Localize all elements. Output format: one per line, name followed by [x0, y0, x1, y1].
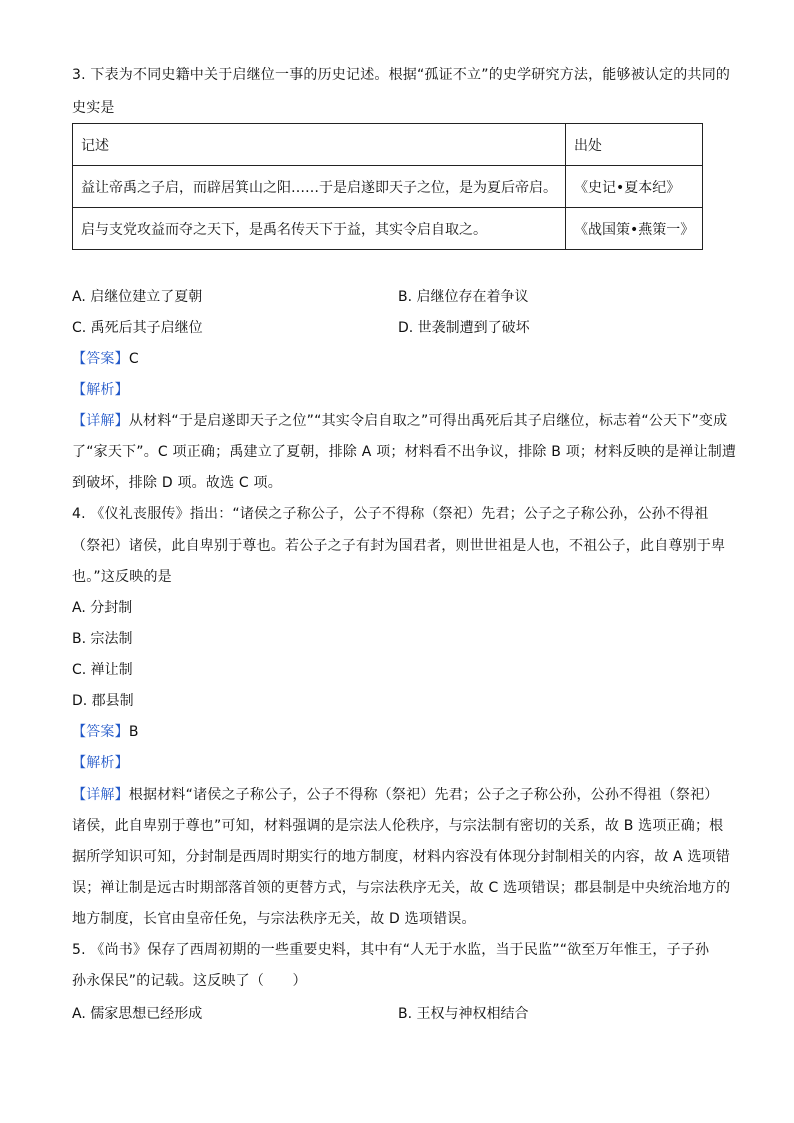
q4-stem-line3: 也。”这反映的是 — [72, 569, 172, 585]
q4-detail-line4: 误；禅让制是远古时期部落首领的更替方式，与宗法秩序无关，故 C 选项错误；郡县制是中央统治地方的 — [72, 880, 731, 896]
answer-tag: 【答案】 — [72, 351, 129, 367]
q3-stem-line1: 3. 下表为不同史籍中关于启继位一事的历史记述。根据“孤证不立”的史学研究方法，能够被认定的共同的 — [72, 67, 731, 83]
table-row — [73, 208, 703, 250]
q4-stem-line1: 4. 《仪礼丧服传》指出：“诸侯之子称公子，公子不得称（祭祀）先君；公子之子称公孙，公孙不得祖 — [72, 506, 709, 522]
analysis-tag: 【解析】 — [72, 755, 129, 771]
q4-answer — [72, 722, 732, 742]
q3-source-table — [72, 123, 703, 250]
q5-stem-line1: 5. 《尚书》保存了西周初期的一些重要史料，其中有“人无于水监，当于民监”“欲至万年惟王，子子孙 — [72, 942, 710, 958]
q3-answer — [72, 349, 732, 369]
detail-tag: 【详解】 — [72, 787, 129, 803]
q3-detail-line2: 了“家天下”。C 项正确；禹建立了夏朝，排除 A 项；材料看不出争议，排除 B 项；材料反映的是禅让制遭 — [72, 444, 737, 460]
table-cell-source: 《史记•夏本纪》 — [566, 166, 703, 208]
detail-text: 根据材料“诸侯之子称公子，公子不得称（祭祀）先君；公子之子称公孙，公孙不得祖（祭祀） — [128, 787, 719, 803]
q4-detail-line2: 诸侯，此自卑别于尊也”可知，材料强调的是宗法人伦秩序，与宗法制有密切的关系，故 B 选项正确；根 — [72, 818, 724, 834]
q4-detail-line5: 地方制度，长官由皇帝任免，与宗法秩序无关，故 D 选项错误。 — [72, 911, 476, 927]
q3-stem-line2: 史实是 — [72, 100, 115, 116]
q4-detail-line1 — [72, 785, 732, 805]
q5-option-a: A. 儒家思想已经形成 — [72, 1006, 203, 1022]
table-header-record: 记述 — [73, 124, 566, 166]
q3-detail-line3: 到破坏，排除 D 项。故选 C 项。 — [72, 475, 282, 491]
q3-option-b: B. 启继位存在着争议 — [398, 289, 529, 305]
table-cell-record: 启与支党攻益而夺之天下，是禹名传天下于益，其实令启自取之。 — [73, 208, 566, 250]
q4-option-a: A. 分封制 — [72, 600, 133, 616]
q3-option-c: C. 禹死后其子启继位 — [72, 320, 203, 336]
table-cell-record: 益让帝禹之子启，而辟居箕山之阳……于是启遂即天子之位，是为夏后帝启。 — [73, 166, 566, 208]
q4-option-c: C. 禅让制 — [72, 662, 133, 678]
answer-tag: 【答案】 — [72, 724, 129, 740]
q3-option-d: D. 世袭制遭到了破坏 — [398, 320, 530, 336]
analysis-tag: 【解析】 — [72, 382, 129, 398]
table-cell-source: 《战国策•燕策一》 — [566, 208, 703, 250]
table-row — [73, 166, 703, 208]
q4-option-d: D. 郡县制 — [72, 693, 134, 709]
detail-tag: 【详解】 — [72, 413, 129, 429]
detail-text: 从材料“于是启遂即天子之位”“其实令启自取之”可得出禹死后其子启继位，标志着“公天下”变成 — [128, 413, 728, 429]
q3-detail-line1 — [72, 411, 732, 431]
answer-value: B — [128, 724, 139, 740]
q3-analysis-tag — [72, 380, 732, 400]
table-header-row — [73, 124, 703, 166]
q3-option-a: A. 启继位建立了夏朝 — [72, 289, 203, 305]
answer-value: C — [128, 351, 139, 367]
q4-detail-line3: 据所学知识可知，分封制是西周时期实行的地方制度，材料内容没有体现分封制相关的内容，故 A 选项错 — [72, 849, 731, 865]
q4-option-b: B. 宗法制 — [72, 631, 133, 647]
q5-option-b: B. 王权与神权相结合 — [398, 1006, 529, 1022]
q5-stem-line2: 孙永保民”的记载。这反映了（ ） — [72, 973, 307, 989]
q4-analysis-tag — [72, 753, 732, 773]
table-header-source: 出处 — [566, 124, 703, 166]
q4-stem-line2: （祭祀）诸侯，此自卑别于尊也。若公子之子有封为国君者，则世世祖是人也，不祖公子，此自尊别于卑 — [72, 538, 726, 554]
